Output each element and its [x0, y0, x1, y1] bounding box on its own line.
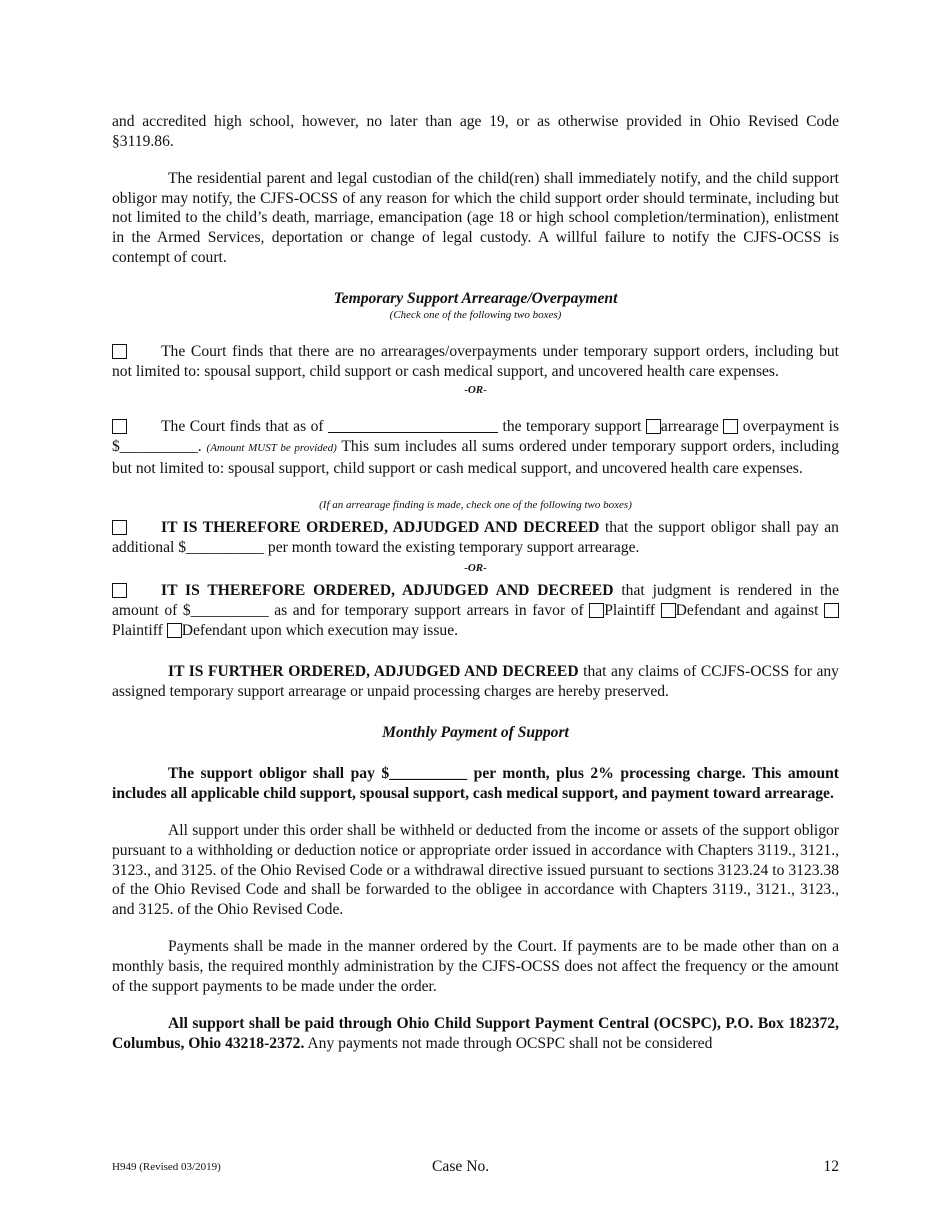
section-title-monthly-payment: Monthly Payment of Support — [382, 724, 569, 742]
against-label: against — [774, 601, 819, 619]
order-phrase: IT IS THEREFORE ORDERED, ADJUDGED AND DECREED — [161, 582, 614, 600]
judgment-text: that judgment is rendered in the amount of $__________ as and for temporary support arrears in favor of — [112, 582, 839, 619]
ocspc-address: All support shall be paid through Ohio Child Support Payment Central (OCSPC), P.O. Box 182372, Columbus, Ohio 43218-2372. — [112, 1015, 839, 1052]
arrearage-finding-text-a: The Court finds that as of — [161, 418, 324, 436]
amount-required-note: (Amount MUST be provided) — [206, 441, 337, 454]
page-number: 12 — [823, 1158, 839, 1175]
paragraph-monthly-amount: The support obligor shall pay $__________ per month, plus 2% processing charge. This amount includes all applicable child support, spousal support, cash medical support, and payment toward arrearage. — [112, 765, 839, 802]
document-page — [112, 112, 839, 1053]
option-additional-payment — [112, 518, 839, 557]
option-arrearage-finding — [112, 417, 839, 478]
option-no-arrearage-text: The Court finds that there are no arrearages/overpayments under temporary support orders, including but not limited to: spousal support, child support or cash medical support, and uncovered health care expenses. — [112, 343, 839, 380]
further-text: that any claims of CCJFS-OCSS for any assigned temporary support arrearage or unpaid processing charges are hereby preserved. — [112, 663, 839, 700]
checkbox-overpayment[interactable] — [723, 419, 738, 434]
checkbox-no-arrearage[interactable] — [112, 344, 127, 359]
section-subtitle-check-one: (Check one of the following two boxes) — [389, 309, 562, 322]
arrearage-label: arrearage — [660, 418, 719, 436]
overpayment-amount-text: overpayment is $__________. — [112, 418, 840, 455]
paragraph-notify: The residential parent and legal custodian of the child(ren) shall immediately notify, and the child support obligor may notify, the CJFS-OCSS of any reason for which the child support order should terminate, including but not limited to the child’s death, marriage, emancipation (age 18 or high school completion/termination), enlistment in the Armed Services, deportation or change of legal custody. A willful failure to notify the CJFS-OCSS is contempt of court. — [112, 170, 839, 266]
section-title-arrearage: Temporary Support Arrearage/Overpayment — [333, 290, 618, 308]
favor-plaintiff-label: Plaintiff — [604, 601, 656, 619]
paragraph-payment-manner: Payments shall be made in the manner ordered by the Court. If payments are to be made other than on a monthly basis, the required monthly administration by the CJFS-OCSS does not affect the frequency or the amount of the support payments to be made under the order. — [112, 938, 839, 995]
paragraph-withholding: All support under this order shall be withheld or deducted from the income or assets of the support obligor pursuant to a withholding or deduction notice or appropriate order issued in accordance with Chapters 3119., 3121., 3123., and 3125. of the Ohio Revised Code or a withdrawal directive issued pursuant to sections 3123.24 to 3123.38 of the Ohio Revised Code and shall be forwarded to the obligee in accordance with Chapters 3119., 3121., 3123., and 3125. of the Ohio Revised Code. — [112, 822, 839, 918]
checkbox-against-plaintiff[interactable] — [824, 603, 839, 618]
paragraph-continuation: and accredited high school, however, no later than age 19, or as otherwise provided in Ohio Revised Code §3119.86. — [112, 113, 839, 150]
or-separator-2: -OR- — [464, 562, 487, 575]
checkbox-favor-defendant[interactable] — [661, 603, 676, 618]
additional-payment-text: that the support obligor shall pay an additional $__________ per month toward the existing temporary support arrearage. — [112, 519, 839, 556]
arrearage-finding-text-b: the temporary support — [502, 418, 642, 436]
option-judgment — [112, 581, 839, 640]
order-phrase: IT IS THEREFORE ORDERED, ADJUDGED AND DECREED — [161, 519, 600, 537]
option-no-arrearage — [112, 342, 839, 381]
checkbox-against-defendant[interactable] — [167, 623, 182, 638]
page-footer — [112, 1158, 839, 1178]
date-blank[interactable] — [328, 418, 498, 433]
against-plaintiff-label: Plaintiff — [112, 621, 163, 639]
checkbox-favor-plaintiff[interactable] — [589, 603, 604, 618]
form-id: H949 (Revised 03/2019) — [112, 1161, 221, 1173]
checkbox-additional-payment[interactable] — [112, 520, 127, 535]
ocspc-text: Any payments not made through OCSPC shall not be considered — [307, 1034, 713, 1052]
checkbox-judgment[interactable] — [112, 583, 127, 598]
against-defendant-label: Defendant upon which execution may issue. — [181, 621, 459, 639]
paragraph-ocspc — [112, 1014, 839, 1053]
further-phrase: IT IS FURTHER ORDERED, ADJUDGED AND DECREED — [168, 663, 579, 681]
checkbox-arrearage[interactable] — [646, 419, 661, 434]
arrearage-finding-text-d: This sum includes all sums ordered under temporary support orders, including but not limited to: spousal support, child support or cash medical support, and uncovered health care expenses. — [112, 437, 839, 477]
paragraph-further-ordered — [112, 662, 839, 701]
case-number-label: Case No. — [432, 1158, 490, 1175]
checkbox-arrearage-finding[interactable] — [112, 419, 127, 434]
subtitle-arrearage-boxes: (If an arrearage finding is made, check one of the following two boxes) — [319, 499, 632, 512]
or-separator-1: -OR- — [464, 384, 487, 397]
favor-defendant-label: Defendant and — [675, 601, 769, 619]
